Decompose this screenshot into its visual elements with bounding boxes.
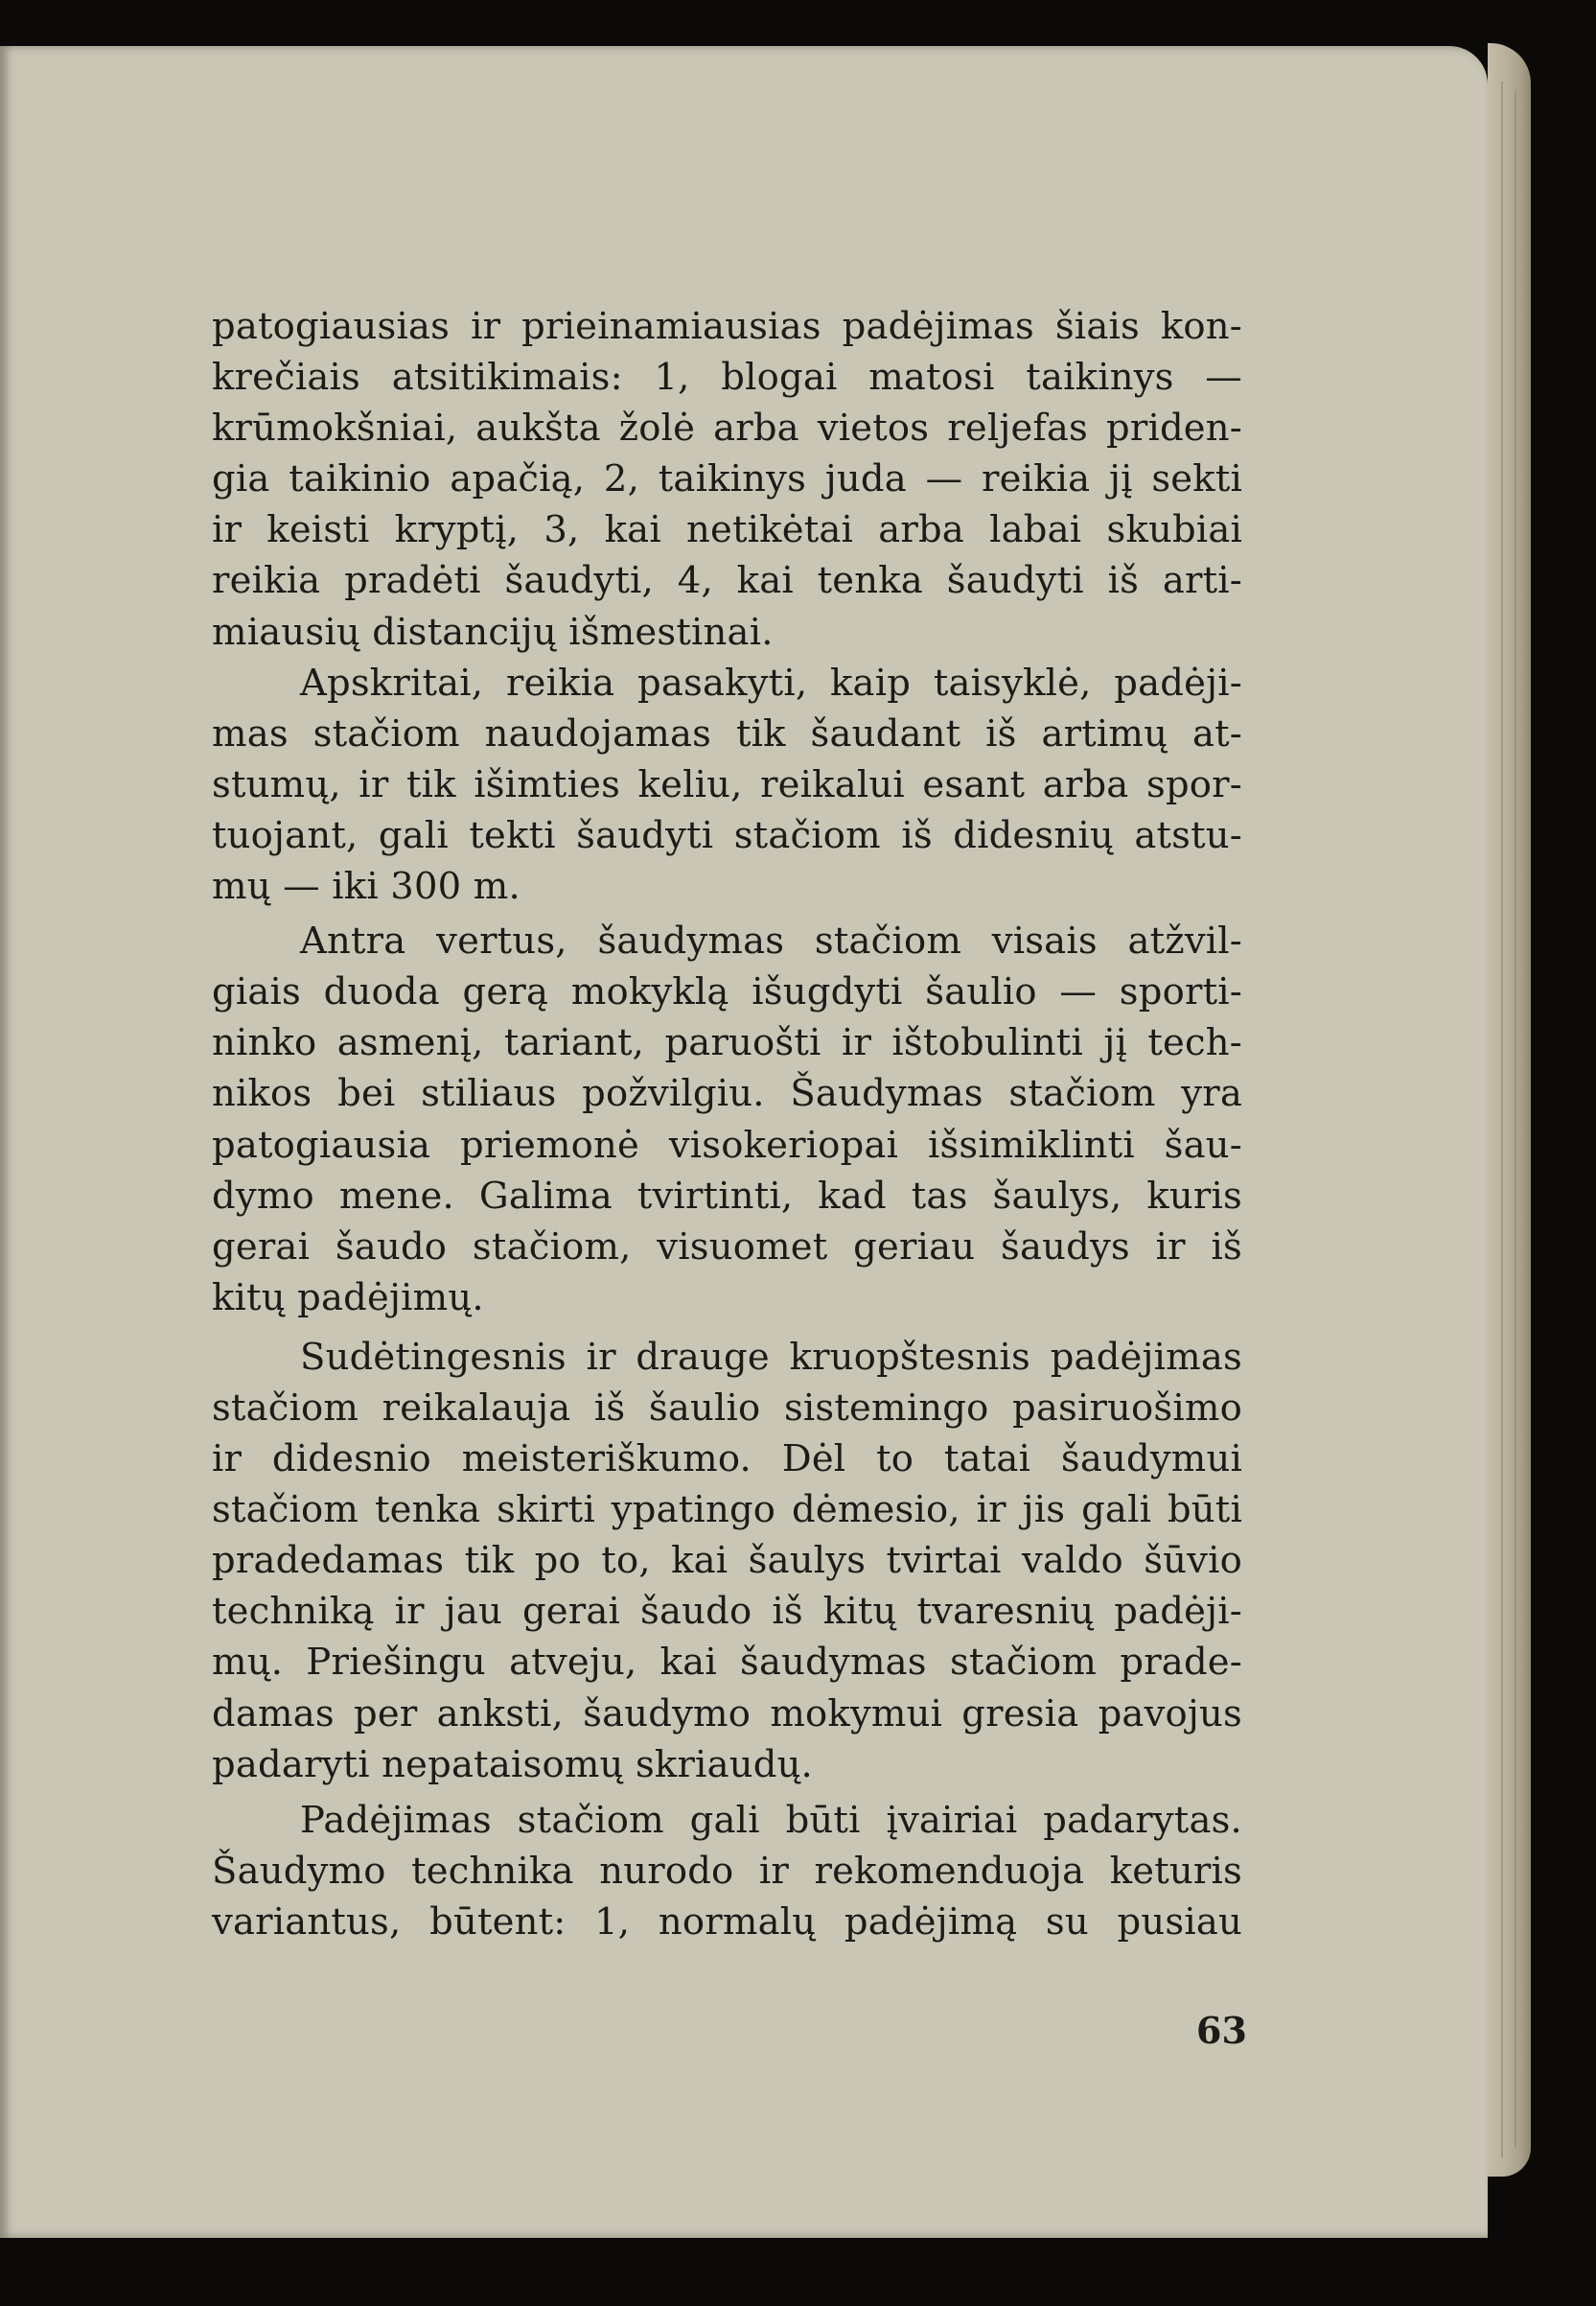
text-line: nikos bei stiliaus požvilgiu. Šaudymas stačiom yra xyxy=(212,1072,1242,1116)
text-line: Šaudymo technika nurodo ir rekomenduoja keturis xyxy=(212,1849,1242,1893)
text-line: mų — iki 300 m. xyxy=(212,865,520,909)
body-text xyxy=(212,301,1242,1947)
text-line: gerai šaudo stačiom, visuomet geriau šaudys ir iš xyxy=(212,1224,1242,1269)
text-line: stačiom reikalauja iš šaulio sistemingo pasiruošimo xyxy=(212,1386,1242,1430)
text-line: krūmokšniai, aukšta žolė arba vietos reljefas priden- xyxy=(212,407,1242,451)
text-line: patogiausia priemonė visokeriopai išsimiklinti šau- xyxy=(212,1123,1242,1167)
page-number: 63 xyxy=(1196,2009,1247,2052)
text-line: dymo mene. Galima tvirtinti, kad tas šaulys, kuris xyxy=(212,1174,1242,1218)
paragraph xyxy=(212,1795,1242,1947)
paragraph xyxy=(212,658,1242,912)
text-line: stačiom tenka skirti ypatingo dėmesio, ir jis gali būti xyxy=(212,1488,1242,1532)
paragraph xyxy=(212,1332,1242,1790)
text-line: ir keisti kryptį, 3, kai netikėtai arba labai skubiai xyxy=(212,508,1242,552)
text-line: tuojant, gali tekti šaudyti stačiom iš didesnių atstu- xyxy=(212,813,1242,857)
paragraph xyxy=(212,916,1242,1323)
text-line: Apskritai, reikia pasakyti, kaip taisyklė, padėji- xyxy=(300,661,1242,705)
text-line: Padėjimas stačiom gali būti įvairiai padarytas. xyxy=(300,1798,1242,1842)
text-line: techniką ir jau gerai šaudo iš kitų tvaresnių padėji- xyxy=(212,1590,1242,1634)
text-line: miausių distancijų išmestinai. xyxy=(212,610,774,654)
paragraph xyxy=(212,301,1242,658)
text-line: krečiais atsitikimais: 1, blogai matosi taikinys — xyxy=(212,356,1242,400)
text-line: damas per anksti, šaudymo mokymui gresia pavojus xyxy=(212,1691,1242,1735)
text-line: patogiausias ir prieinamiausias padėjimas šiais kon- xyxy=(212,305,1242,348)
text-line: Sudėtingesnis ir drauge kruopštesnis padėjimas xyxy=(300,1335,1242,1379)
text-line: padaryti nepataisomų skriaudų. xyxy=(212,1742,814,1786)
text-line: stumų, ir tik išimties keliu, reikalui esant arba spor- xyxy=(212,762,1242,806)
text-line: giais duoda gerą mokyklą išugdyti šaulio — sporti- xyxy=(212,970,1242,1014)
text-line: mų. Priešingu atveju, kai šaudymas stačiom prade- xyxy=(212,1641,1242,1685)
text-line: gia taikinio apačią, 2, taikinys juda — reikia jį sekti xyxy=(212,457,1242,501)
text-line: ninko asmenį, tariant, paruošti ir ištobulinti jį tech- xyxy=(212,1021,1242,1065)
text-line: pradedamas tik po to, kai šaulys tvirtai valdo šūvio xyxy=(212,1539,1242,1583)
text-line: kitų padėjimų. xyxy=(212,1275,484,1319)
text-line: ir didesnio meisteriškumo. Dėl to tatai šaudymui xyxy=(212,1437,1242,1481)
text-line: reikia pradėti šaudyti, 4, kai tenka šaudyti iš arti- xyxy=(212,559,1242,603)
text-line: mas stačiom naudojamas tik šaudant iš artimų at- xyxy=(212,711,1242,756)
text-line: variantus, būtent: 1, normalų padėjimą su pusiau xyxy=(212,1899,1242,1944)
text-line: Antra vertus, šaudymas stačiom visais atžvil- xyxy=(300,920,1242,964)
page-fore-edge xyxy=(1488,43,1531,2177)
